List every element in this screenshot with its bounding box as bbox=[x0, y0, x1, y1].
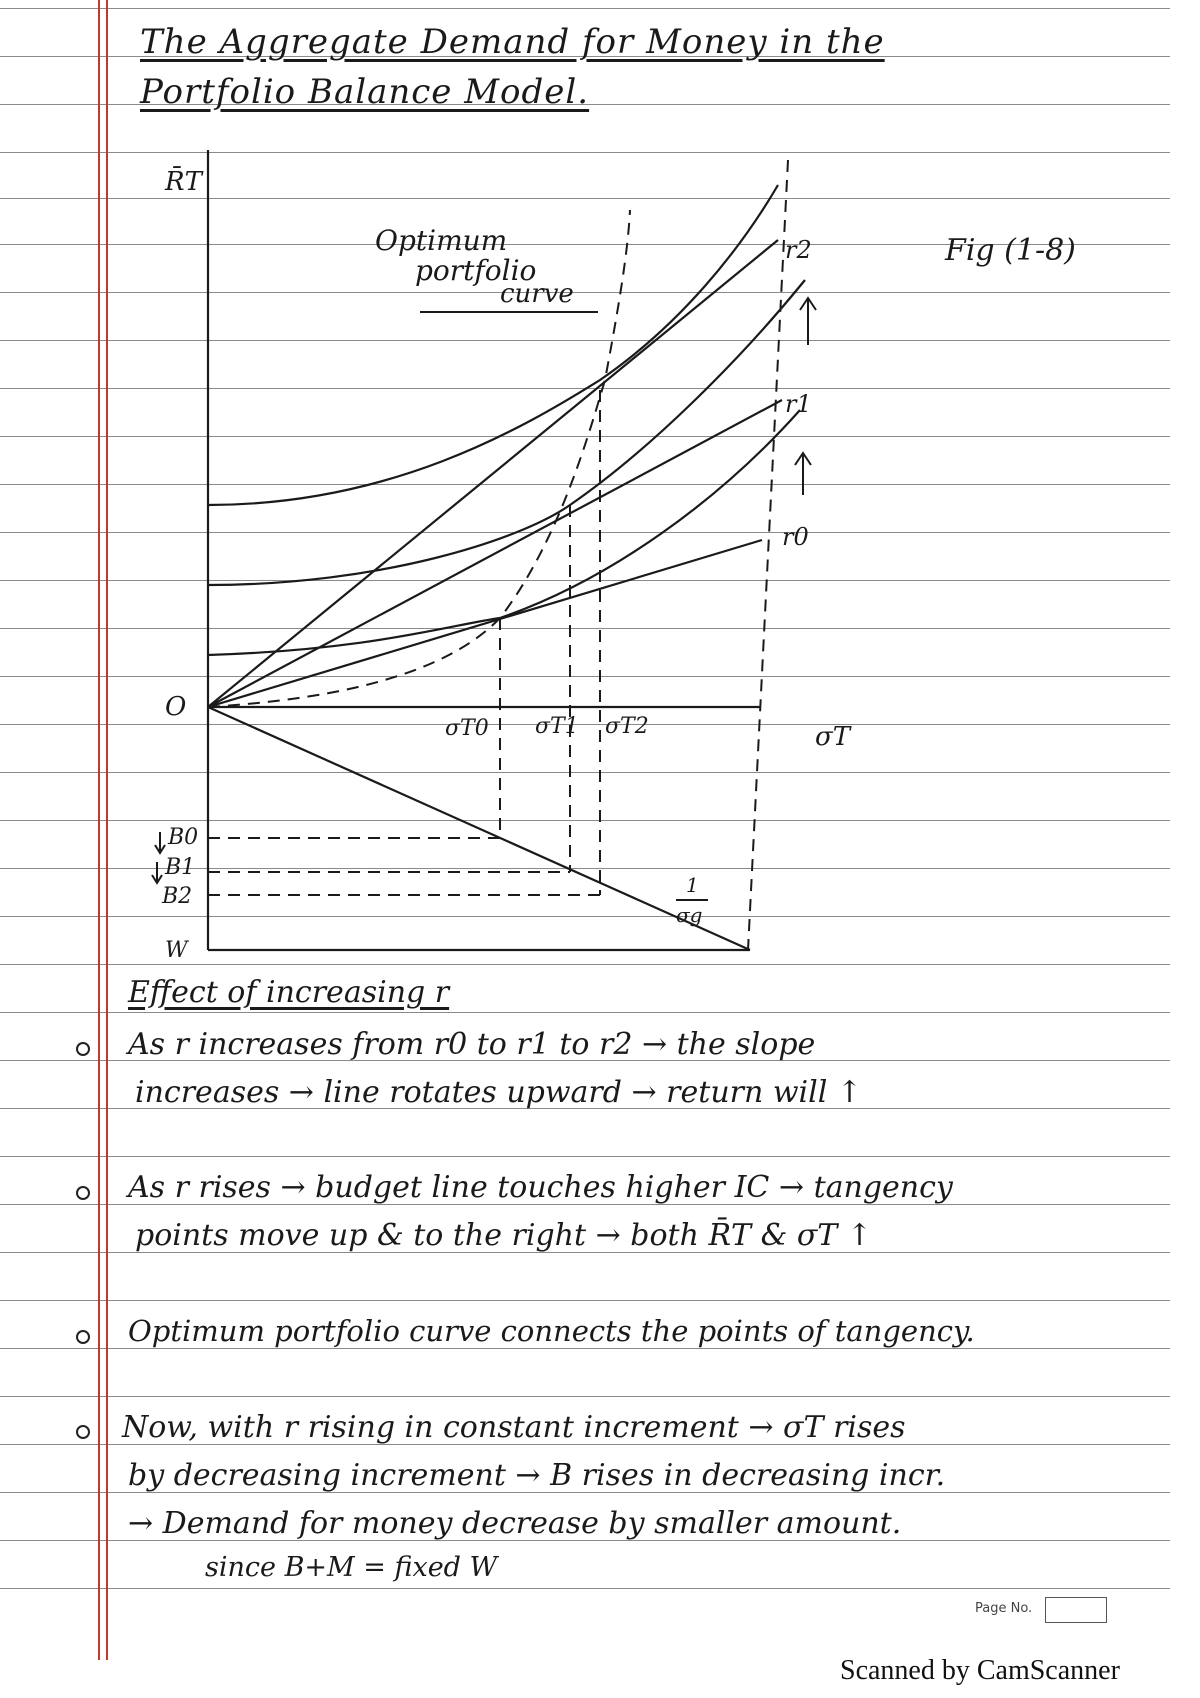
budget-line-r0 bbox=[208, 540, 762, 707]
optimum-curve-label: portfolio bbox=[415, 254, 537, 287]
note-4-line-3: → Demand for money decrease by smaller amount. bbox=[128, 1506, 902, 1541]
page-title-line-2: Portfolio Balance Model. bbox=[140, 72, 590, 112]
sigma1-label: σT1 bbox=[535, 714, 579, 739]
sigma0-label: σT0 bbox=[445, 716, 489, 741]
budget-line-r1 bbox=[208, 400, 782, 707]
ruled-line bbox=[0, 1300, 1170, 1301]
dropline-far bbox=[748, 160, 788, 950]
note-2-line-2: points move up & to the right → both R̄T & σT ↑ bbox=[135, 1218, 872, 1253]
x-axis-label: σT bbox=[815, 722, 851, 752]
r0-label: r0 bbox=[782, 523, 809, 551]
notes-heading: Effect of increasing r bbox=[128, 975, 450, 1010]
ruled-line bbox=[0, 1588, 1170, 1589]
page-title-line-1: The Aggregate Demand for Money in the bbox=[140, 22, 885, 62]
note-2-line-1: As r rises → budget line touches higher IC → tangency bbox=[128, 1170, 953, 1205]
ruled-line bbox=[0, 1396, 1170, 1397]
wealth-line bbox=[208, 707, 750, 950]
page-number-box bbox=[1045, 1597, 1107, 1623]
page-number-label: Page No. bbox=[975, 1601, 1033, 1616]
b2-label: B2 bbox=[162, 884, 193, 909]
bullet-icon bbox=[76, 1042, 90, 1056]
note-1-line-1: As r increases from r0 to r1 to r2 → the slope bbox=[128, 1027, 816, 1062]
y-axis-label: R̄T bbox=[165, 167, 202, 197]
note-4-line-1: Now, with r rising in constant increment → σT rises bbox=[122, 1410, 906, 1445]
bullet-icon bbox=[76, 1186, 90, 1200]
bullet-icon bbox=[76, 1330, 90, 1344]
r1-label: r1 bbox=[785, 390, 812, 418]
origin-label: O bbox=[165, 692, 187, 722]
ruled-line bbox=[0, 1012, 1170, 1013]
sigma2-label: σT2 bbox=[605, 714, 649, 739]
w-label: W bbox=[165, 938, 188, 963]
bullet-icon bbox=[76, 1425, 90, 1439]
note-4-line-2: by decreasing increment → B rises in decreasing incr. bbox=[128, 1458, 946, 1493]
note-4-line-4: since B+M = fixed W bbox=[205, 1552, 498, 1583]
note-1-line-2: increases → line rotates upward → return will ↑ bbox=[135, 1075, 862, 1110]
slope-label-numerator: 1 bbox=[686, 873, 699, 897]
figure-number: Fig (1-8) bbox=[945, 233, 1076, 268]
note-3-line-1: Optimum portfolio curve connects the points of tangency. bbox=[128, 1314, 975, 1348]
ruled-line bbox=[0, 1156, 1170, 1157]
b0-label: B0 bbox=[168, 825, 199, 850]
optimum-curve-label: Optimum bbox=[375, 224, 508, 257]
optimum-curve-label: curve bbox=[500, 279, 574, 309]
ruled-line bbox=[0, 1348, 1170, 1349]
slope-label-denominator: σg bbox=[676, 903, 703, 927]
r2-label: r2 bbox=[785, 236, 812, 264]
b1-label: B1 bbox=[165, 855, 196, 880]
budget-line-r2 bbox=[208, 240, 778, 707]
scanner-footer: Scanned by CamScanner bbox=[840, 1655, 1120, 1686]
